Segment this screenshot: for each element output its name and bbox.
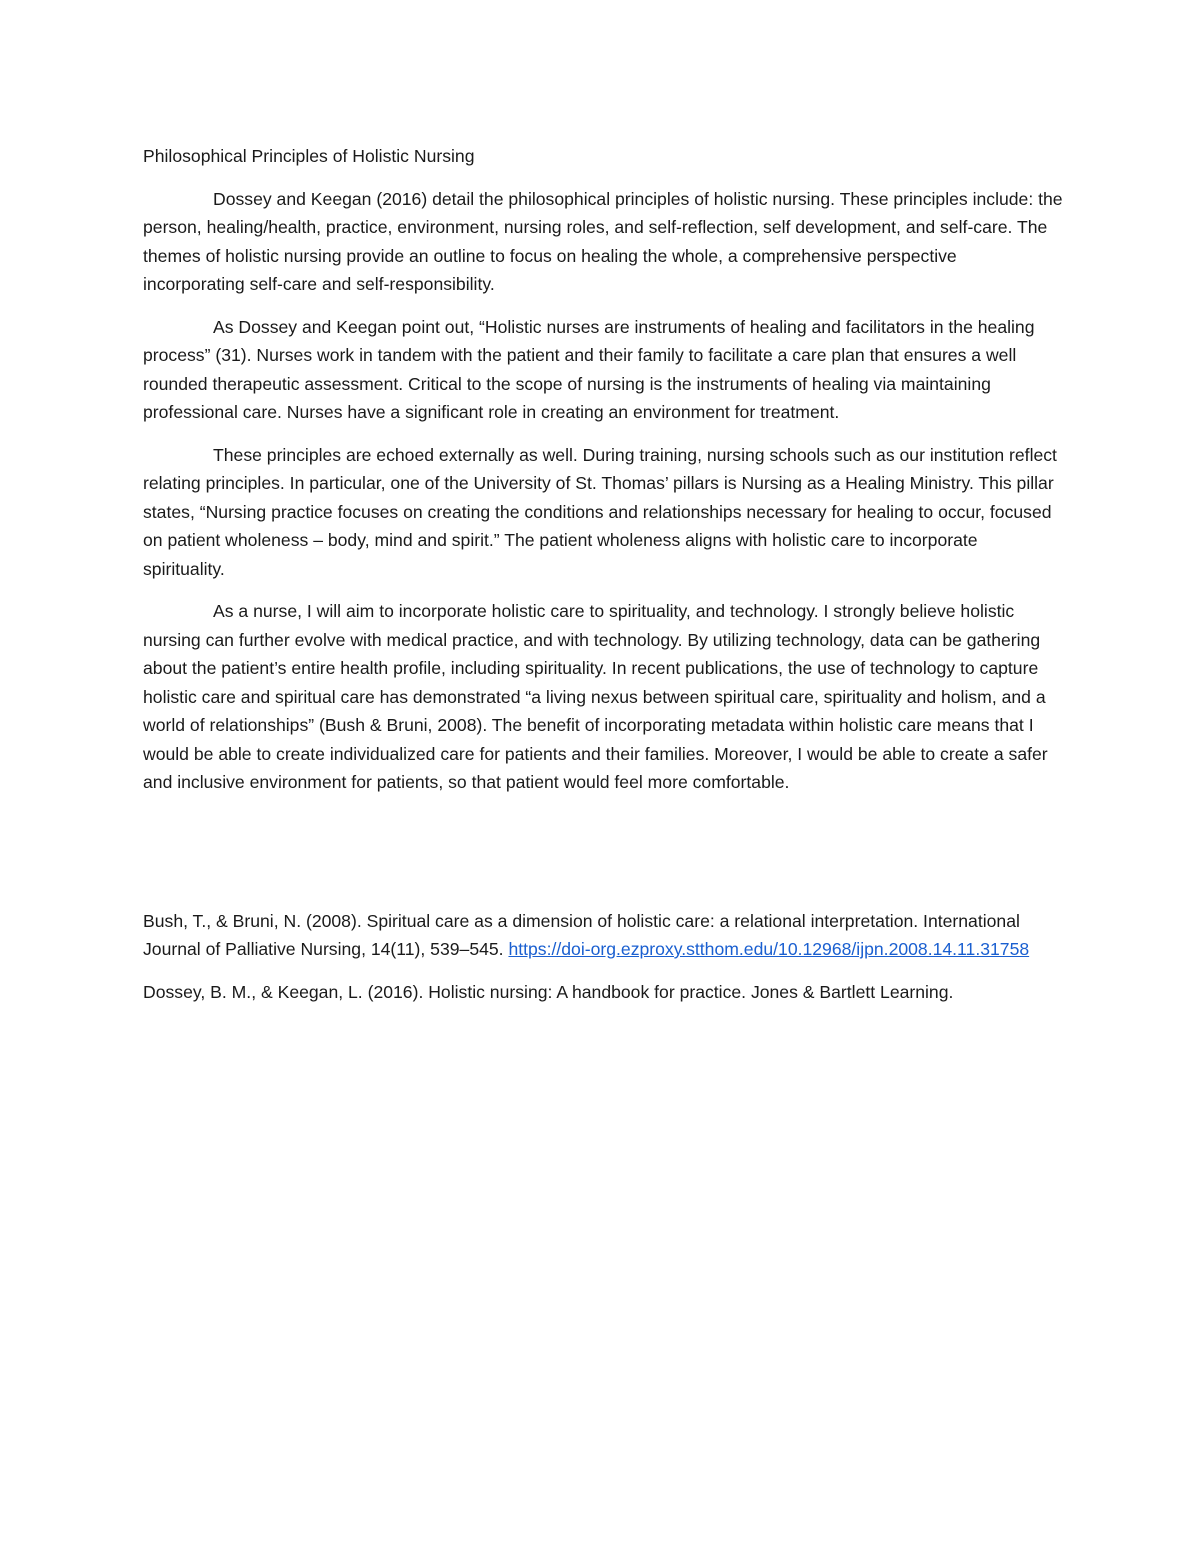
paragraph-4: As a nurse, I will aim to incorporate holistic care to spirituality, and technology. I strongly believe holistic nursing can further evolve with medical practice, and with technology. By utilizing technology, data can be gathering about the patient’s entire health profile, including spirituality. In recent publications, the use of technology to capture holistic care and spiritual care has demonstrated “a living nexus between spiritual care, spirituality and holism, and a world of relationships” (Bush & Bruni, 2008). The benefit of incorporating metadata within holistic care means that I would be able to create individualized care for patients and their families. Moreover, I would be able to create a safer and inclusive environment for patients, so that patient would feel more comfortable. xyxy=(143,601,1048,792)
reference-dossey-keegan xyxy=(143,978,1063,1007)
paragraph-3: These principles are echoed externally as well. During training, nursing schools such as our institution reflect relating principles. In particular, one of the University of St. Thomas’ pillars is Nursing as a Healing Ministry. This pillar states, “Nursing practice focuses on creating the conditions and relationships necessary for healing to occur, focused on patient wholeness – body, mind and spirit.” The patient wholeness aligns with holistic care to incorporate spirituality. xyxy=(143,444,1057,579)
reference-text: Dossey, B. M., & Keegan, L. (2016). Holistic nursing: A handbook for practice. Jones & Bartlett Learning. xyxy=(143,981,954,1002)
doi-link[interactable]: https://doi-org.ezproxy.stthom.edu/10.12968/ijpn.2008.14.11.31758 xyxy=(508,939,1030,959)
references-section xyxy=(143,907,1063,1007)
document-title: Philosophical Principles of Holistic Nursing xyxy=(143,146,475,166)
paragraph-2: As Dossey and Keegan point out, “Holistic nurses are instruments of healing and facilitators in the healing process” (31). Nurses work in tandem with the patient and their family to facilitate a care plan that ensures a well rounded therapeutic assessment. Critical to the scope of nursing is the instruments of healing via maintaining professional care. Nurses have a significant role in creating an environment for treatment. xyxy=(143,316,1035,422)
reference-text: Bush, T., & Bruni, N. (2008). Spiritual care as a dimension of holistic care: a relational interpretation. International Journal of Palliative Nursing, 14(11), 539–545. xyxy=(143,910,1020,959)
paragraph-1: Dossey and Keegan (2016) detail the philosophical principles of holistic nursing. These principles include: the person, healing/health, practice, environment, nursing roles, and self-reflection, self development, and self-care. The themes of holistic nursing provide an outline to focus on healing the whole, a comprehensive perspective incorporating self-care and self-responsibility. xyxy=(143,188,1063,294)
reference-bush-bruni xyxy=(143,907,1063,964)
document-page xyxy=(143,142,1063,1020)
